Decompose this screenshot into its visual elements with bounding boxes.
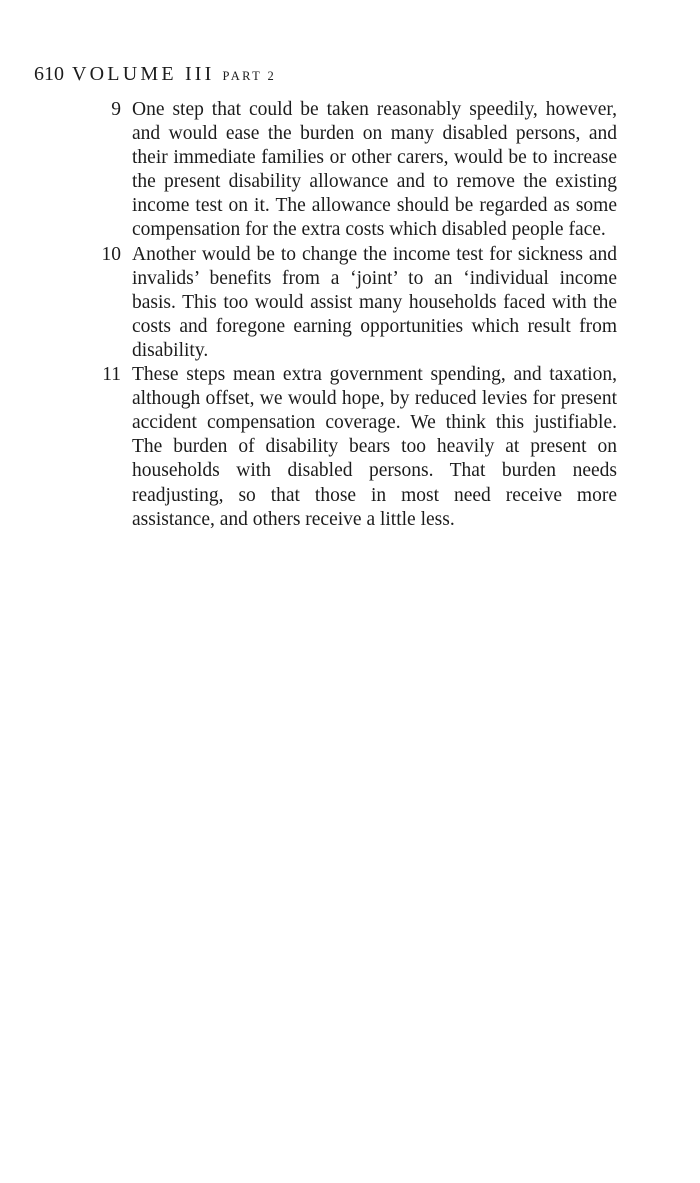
paragraph-10 bbox=[0, 243, 617, 363]
page-number: 610 bbox=[34, 63, 64, 85]
part-label: PART 2 bbox=[222, 69, 277, 83]
paragraph-text: Another would be to change the income test for sickness and invalids’ benefits from a ‘joint’ to an ‘individual income basis. This too would assist many households faced with the costs and foregone earning opportunities which result from disability. bbox=[132, 243, 617, 361]
paragraph-text: These steps mean extra government spending, and taxation, although offset, we would hope, by reduced levies for present accident compensation coverage. We think this justifiable. The burden of disability bears too heavily at present on households with disabled persons. That burden needs readjusting, so that those in most need receive more assistance, and others receive a little less. bbox=[132, 364, 617, 530]
numbered-paragraphs bbox=[0, 98, 700, 532]
paragraph-number: 10 bbox=[101, 243, 121, 265]
paragraph-number: 11 bbox=[102, 364, 121, 386]
volume-label: VOLUME III bbox=[72, 63, 215, 85]
paragraph-9 bbox=[0, 98, 617, 243]
paragraph-number: 9 bbox=[111, 99, 121, 120]
running-head bbox=[34, 62, 276, 88]
paragraph-11 bbox=[0, 363, 617, 532]
paragraph-text: One step that could be taken reasonably speedily, however, and would ease the burden on many disabled persons, and their immediate families or other carers, would be to increase the present disability allowance and to remove the existing income test on it. The allowance should be regarded as some compensation for the extra costs which disabled people face. bbox=[132, 99, 617, 241]
